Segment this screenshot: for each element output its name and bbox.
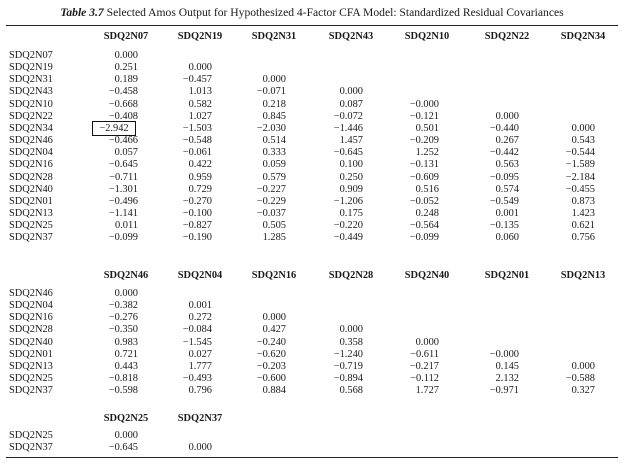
table-cell: −1.301 xyxy=(108,183,138,195)
table-cell: −2.184 xyxy=(565,171,595,183)
column-header: SDQ2N19 xyxy=(177,31,223,42)
table-cell: 0.422 xyxy=(188,159,212,171)
table-cell: 0.267 xyxy=(495,135,519,147)
table-cell: 0.574 xyxy=(495,183,519,195)
table-cell: 1.013 xyxy=(188,86,212,98)
table-cell: −0.455 xyxy=(565,183,595,195)
table-cell: 0.248 xyxy=(415,207,439,219)
table-cell: −0.458 xyxy=(108,86,138,98)
table-cell: −0.496 xyxy=(108,195,138,207)
row-label: SDQ2N28 xyxy=(9,324,53,336)
table-cell: −0.827 xyxy=(182,220,212,232)
table-cell: −0.382 xyxy=(108,300,138,312)
table-cell: −0.099 xyxy=(409,232,439,244)
table-cell: 0.000 xyxy=(339,324,363,336)
table-cell: 2.132 xyxy=(495,373,519,385)
column-header: SDQ2N43 xyxy=(328,31,374,42)
table-cell: 0.443 xyxy=(114,360,138,372)
table-cell: −0.084 xyxy=(182,324,212,336)
table-cell: 0.983 xyxy=(114,336,138,348)
table-cell: 0.100 xyxy=(339,159,363,171)
table-cell: 0.563 xyxy=(495,159,519,171)
table-cell: 0.057 xyxy=(114,147,138,159)
table-cell: 0.001 xyxy=(495,207,519,219)
table-cell: −1.141 xyxy=(108,207,138,219)
table-cell: −0.645 xyxy=(108,159,138,171)
table-cell: −0.276 xyxy=(108,312,138,324)
table-cell: −1.206 xyxy=(333,195,363,207)
table-cell: 0.000 xyxy=(415,336,439,348)
table-cell: 0.175 xyxy=(339,207,363,219)
row-label: SDQ2N04 xyxy=(9,147,53,159)
row-label: SDQ2N13 xyxy=(9,360,53,372)
table-cell: −0.457 xyxy=(182,74,212,86)
table-cell: 0.327 xyxy=(571,385,595,397)
row-label: SDQ2N31 xyxy=(9,74,53,86)
row-label: SDQ2N37 xyxy=(9,385,53,397)
row-label: SDQ2N01 xyxy=(9,348,53,360)
column-header: SDQ2N25 xyxy=(103,413,149,424)
table-cell: 0.514 xyxy=(262,135,286,147)
table-cell: 0.189 xyxy=(114,74,138,86)
table-cell: −0.544 xyxy=(565,147,595,159)
column-header: SDQ2N28 xyxy=(328,270,374,281)
column-header: SDQ2N07 xyxy=(103,31,149,42)
table-cell: 0.000 xyxy=(188,62,212,74)
row-label: SDQ2N25 xyxy=(9,220,53,232)
row-label: SDQ2N43 xyxy=(9,86,53,98)
table-cell: 0.884 xyxy=(262,385,286,397)
table-cell: 0.011 xyxy=(115,220,138,232)
table-cell: −0.598 xyxy=(108,385,138,397)
table-bottom-rule xyxy=(6,457,618,458)
table-cell: 0.516 xyxy=(415,183,439,195)
table-cell: 1.285 xyxy=(262,232,286,244)
table-cell: 0.001 xyxy=(188,300,212,312)
row-label: SDQ2N04 xyxy=(9,300,53,312)
row-label: SDQ2N37 xyxy=(9,442,53,454)
row-label: SDQ2N46 xyxy=(9,288,53,299)
table-cell: 0.250 xyxy=(339,171,363,183)
table-cell: −0.493 xyxy=(182,373,212,385)
table-cell: −0.121 xyxy=(409,110,439,122)
table-cell: 0.145 xyxy=(495,360,519,372)
table-cell: 0.543 xyxy=(571,135,595,147)
table-cell: −0.719 xyxy=(333,360,363,372)
table-cell: 0.000 xyxy=(114,50,138,61)
table-cell: 0.873 xyxy=(571,195,595,207)
table-cell: 0.272 xyxy=(188,312,212,324)
table-cell: −0.270 xyxy=(182,195,212,207)
table-cell: 0.756 xyxy=(571,232,595,244)
row-label: SDQ2N37 xyxy=(9,232,53,244)
table-cell: 0.501 xyxy=(415,122,439,134)
table-cell: −0.442 xyxy=(489,147,519,159)
column-header: SDQ2N31 xyxy=(251,31,297,42)
table-cell: 0.027 xyxy=(188,348,212,360)
row-label: SDQ2N16 xyxy=(9,312,53,324)
table-cell: −0.609 xyxy=(409,171,439,183)
table-cell: −0.220 xyxy=(333,220,363,232)
column-header: SDQ2N10 xyxy=(404,31,450,42)
table-cell: −0.350 xyxy=(108,324,138,336)
table-top-rule xyxy=(6,25,618,26)
table-cell: 0.505 xyxy=(262,220,286,232)
table-cell: −0.072 xyxy=(333,110,363,122)
table-cell: 1.457 xyxy=(339,135,363,147)
row-label: SDQ2N25 xyxy=(9,373,53,385)
table-cell: 0.000 xyxy=(571,122,595,134)
table-cell: −0.131 xyxy=(409,159,439,171)
column-header: SDQ2N40 xyxy=(404,270,450,281)
table-cell: −0.971 xyxy=(489,385,519,397)
table-cell: −0.217 xyxy=(409,360,439,372)
table-cell: −0.408 xyxy=(108,110,138,122)
table-cell: 0.845 xyxy=(262,110,286,122)
table-cell: 1.252 xyxy=(415,147,439,159)
column-header: SDQ2N13 xyxy=(560,270,606,281)
table-cell: −2.030 xyxy=(256,122,286,134)
table-cell: 0.060 xyxy=(495,232,519,244)
table-cell: 0.796 xyxy=(188,385,212,397)
table-cell: 0.909 xyxy=(339,183,363,195)
table-cell: 0.000 xyxy=(339,86,363,98)
table-cell: −0.112 xyxy=(410,373,439,385)
table-cell: 0.218 xyxy=(262,98,286,110)
table-cell: −0.466 xyxy=(108,135,138,147)
table-cell: −0.229 xyxy=(256,195,286,207)
row-label: SDQ2N40 xyxy=(9,336,53,348)
table-cell: −0.645 xyxy=(333,147,363,159)
row-label: SDQ2N10 xyxy=(9,98,53,110)
table-cell: −0.099 xyxy=(108,232,138,244)
row-label: SDQ2N22 xyxy=(9,110,53,122)
table-cell: 0.579 xyxy=(262,171,286,183)
table-cell: −1.240 xyxy=(333,348,363,360)
table-cell: −0.818 xyxy=(108,373,138,385)
table-cell: −0.037 xyxy=(256,207,286,219)
table-cell: −0.894 xyxy=(333,373,363,385)
table-cell: −1.446 xyxy=(333,122,363,134)
row-label: SDQ2N40 xyxy=(9,183,53,195)
row-label: SDQ2N16 xyxy=(9,159,53,171)
row-label: SDQ2N01 xyxy=(9,195,53,207)
table-cell: −0.100 xyxy=(182,207,212,219)
table-cell: 0.000 xyxy=(495,110,519,122)
table-cell: 0.621 xyxy=(571,220,595,232)
table-cell: 1.423 xyxy=(571,207,595,219)
table-cell: 0.721 xyxy=(114,348,138,360)
table-cell: −0.071 xyxy=(256,86,286,98)
table-cell: −0.000 xyxy=(409,98,439,110)
table-cell: 0.333 xyxy=(262,147,286,159)
table-cell: 0.000 xyxy=(571,360,595,372)
table-cell: 1.727 xyxy=(415,385,439,397)
row-label: SDQ2N46 xyxy=(9,135,53,147)
table-cell: 0.358 xyxy=(339,336,363,348)
table-cell: −0.620 xyxy=(256,348,286,360)
row-label: SDQ2N28 xyxy=(9,171,53,183)
table-cell: −1.545 xyxy=(182,336,212,348)
table-cell: −0.203 xyxy=(256,360,286,372)
highlighted-cell: −2.942 xyxy=(94,123,134,134)
table-cell: −0.548 xyxy=(182,135,212,147)
table-cell: 1.027 xyxy=(188,110,212,122)
row-label: SDQ2N19 xyxy=(9,62,53,74)
table-cell: 0.000 xyxy=(188,442,212,454)
table-cell: −0.588 xyxy=(565,373,595,385)
table-cell: −0.668 xyxy=(108,98,138,110)
table-cell: −1.503 xyxy=(182,122,212,134)
table-cell: 0.087 xyxy=(339,98,363,110)
table-cell: −0.600 xyxy=(256,373,286,385)
table-cell: 0.000 xyxy=(114,430,138,441)
table-cell: −0.135 xyxy=(489,220,519,232)
table-cell: −0.440 xyxy=(489,122,519,134)
row-label: SDQ2N34 xyxy=(9,122,53,134)
row-label: SDQ2N25 xyxy=(9,430,53,441)
table-cell: 0.427 xyxy=(262,324,286,336)
table-cell: −0.549 xyxy=(489,195,519,207)
table-cell: −0.209 xyxy=(409,135,439,147)
table-cell: −0.449 xyxy=(333,232,363,244)
table-cell: 0.059 xyxy=(262,159,286,171)
column-header: SDQ2N01 xyxy=(484,270,530,281)
table-cell: 0.729 xyxy=(188,183,212,195)
column-header: SDQ2N34 xyxy=(560,31,606,42)
table-cell: 1.777 xyxy=(188,360,212,372)
table-cell: 0.959 xyxy=(188,171,212,183)
table-cell: −0.000 xyxy=(489,348,519,360)
table-cell: −1.589 xyxy=(565,159,595,171)
table-cell: 0.582 xyxy=(188,98,212,110)
table-cell: −0.645 xyxy=(108,442,138,454)
table-caption-text: Selected Amos Output for Hypothesized 4-Factor CFA Model: Standardized Residual Covariances xyxy=(106,6,564,19)
column-header: SDQ2N22 xyxy=(484,31,530,42)
table-cell: −0.061 xyxy=(182,147,212,159)
table-cell: 0.568 xyxy=(339,385,363,397)
table-caption-label: Table 3.7 xyxy=(60,6,104,19)
table-cell: −0.240 xyxy=(256,336,286,348)
table-cell: −0.611 xyxy=(410,348,439,360)
column-header: SDQ2N46 xyxy=(103,270,149,281)
table-cell: −0.711 xyxy=(109,171,138,183)
table-cell: −0.227 xyxy=(256,183,286,195)
table-cell: −0.564 xyxy=(409,220,439,232)
column-header: SDQ2N16 xyxy=(251,270,297,281)
table-cell: −0.052 xyxy=(409,195,439,207)
table-cell: 0.000 xyxy=(262,74,286,86)
column-header: SDQ2N04 xyxy=(177,270,223,281)
table-cell: 0.251 xyxy=(114,62,138,74)
table-cell: 0.000 xyxy=(114,288,138,299)
column-header: SDQ2N37 xyxy=(177,413,223,424)
table-cell: −0.095 xyxy=(489,171,519,183)
table-cell: −0.190 xyxy=(182,232,212,244)
row-label: SDQ2N13 xyxy=(9,207,53,219)
row-label: SDQ2N07 xyxy=(9,50,53,61)
table-caption xyxy=(0,6,624,19)
table-cell: 0.000 xyxy=(262,312,286,324)
